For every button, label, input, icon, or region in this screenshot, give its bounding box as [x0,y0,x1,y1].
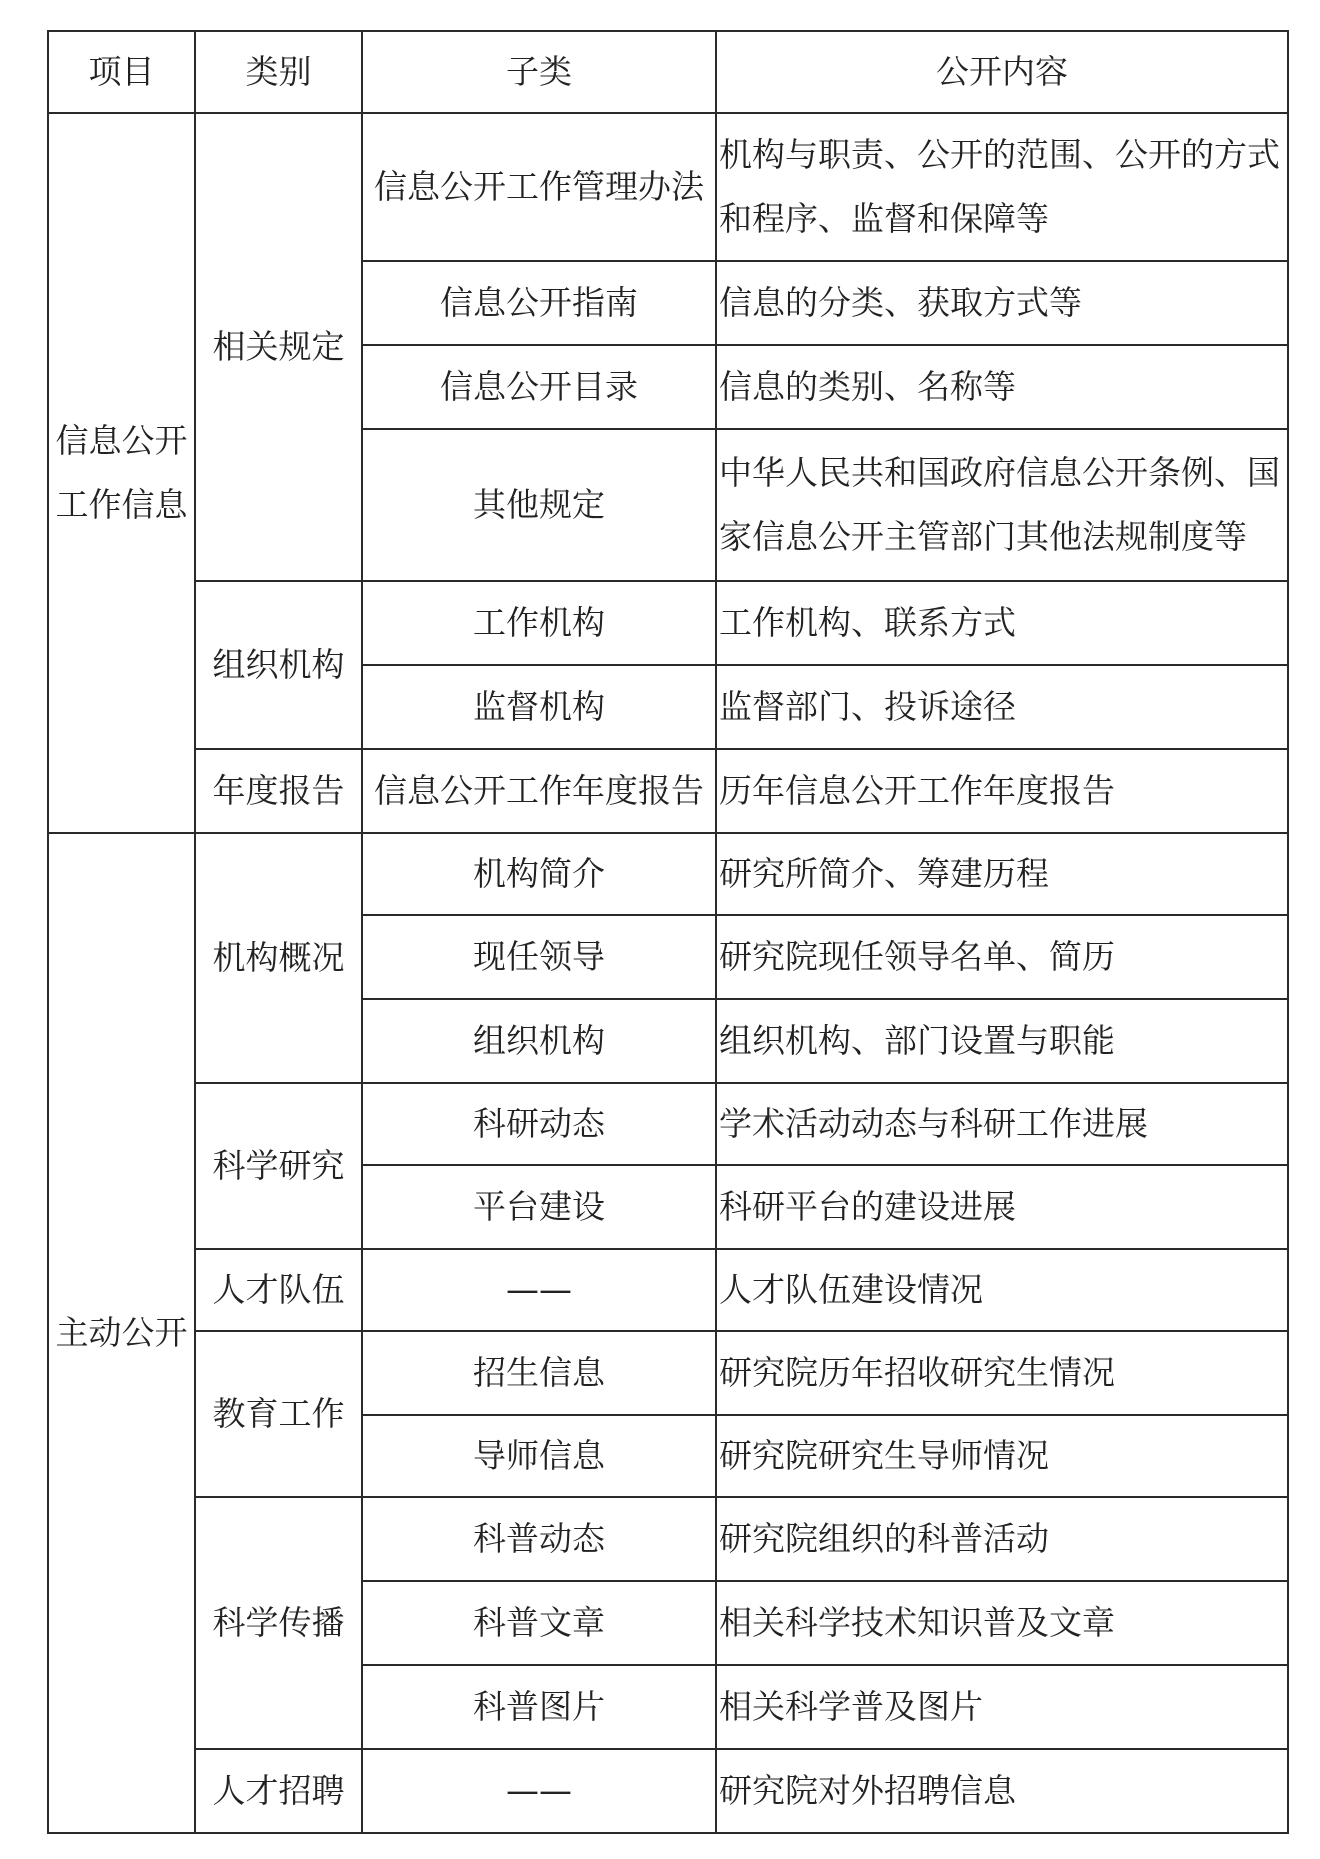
content-cell: 科研平台的建设进展 [716,1165,1288,1249]
table-row [48,1497,1288,1581]
subcategory-cell: 科普文章 [362,1581,716,1665]
category-cell: 组织机构 [195,581,362,749]
content-cell: 人才队伍建设情况 [716,1249,1288,1331]
content-cell: 信息的分类、获取方式等 [716,261,1288,345]
table-row [48,1083,1288,1165]
category-cell: 人才队伍 [195,1249,362,1331]
content-cell: 相关科学普及图片 [716,1665,1288,1749]
header-subcategory: 子类 [362,31,716,113]
subcategory-cell: —— [362,1749,716,1833]
subcategory-cell: 科普动态 [362,1497,716,1581]
header-content: 公开内容 [716,31,1288,113]
item-cell: 主动公开 [48,833,195,1833]
content-cell: 机构与职责、公开的范围、公开的方式和程序、监督和保障等 [716,113,1288,261]
table-row [48,1249,1288,1331]
content-cell: 组织机构、部门设置与职能 [716,999,1288,1083]
table-row [48,833,1288,915]
content-cell: 监督部门、投诉途径 [716,665,1288,749]
content-cell: 研究所简介、筹建历程 [716,833,1288,915]
disclosure-table [47,30,1289,1834]
subcategory-cell: 机构简介 [362,833,716,915]
table-row [48,581,1288,665]
item-cell: 信息公开工作信息 [48,113,195,833]
content-cell: 工作机构、联系方式 [716,581,1288,665]
subcategory-cell: 信息公开目录 [362,345,716,429]
subcategory-cell: —— [362,1249,716,1331]
subcategory-cell: 工作机构 [362,581,716,665]
content-cell: 研究院研究生导师情况 [716,1415,1288,1497]
subcategory-cell: 其他规定 [362,429,716,581]
category-cell: 教育工作 [195,1331,362,1497]
table-row [48,749,1288,833]
category-cell: 科学传播 [195,1497,362,1749]
header-item: 项目 [48,31,195,113]
subcategory-cell: 信息公开指南 [362,261,716,345]
category-cell: 人才招聘 [195,1749,362,1833]
content-cell: 研究院历年招收研究生情况 [716,1331,1288,1415]
category-cell: 机构概况 [195,833,362,1083]
subcategory-cell: 科普图片 [362,1665,716,1749]
category-cell: 年度报告 [195,749,362,833]
content-cell: 相关科学技术知识普及文章 [716,1581,1288,1665]
subcategory-cell: 监督机构 [362,665,716,749]
subcategory-cell: 导师信息 [362,1415,716,1497]
category-cell: 相关规定 [195,113,362,581]
content-cell: 学术活动动态与科研工作进展 [716,1083,1288,1165]
table-row [48,1749,1288,1833]
content-cell: 中华人民共和国政府信息公开条例、国家信息公开主管部门其他法规制度等 [716,429,1288,581]
table-row [48,113,1288,261]
content-cell: 历年信息公开工作年度报告 [716,749,1288,833]
content-cell: 研究院组织的科普活动 [716,1497,1288,1581]
table-row [48,1331,1288,1415]
subcategory-cell: 平台建设 [362,1165,716,1249]
content-cell: 研究院现任领导名单、简历 [716,915,1288,999]
header-category: 类别 [195,31,362,113]
subcategory-cell: 信息公开工作管理办法 [362,113,716,261]
subcategory-cell: 招生信息 [362,1331,716,1415]
subcategory-cell: 组织机构 [362,999,716,1083]
category-cell: 科学研究 [195,1083,362,1249]
subcategory-cell: 现任领导 [362,915,716,999]
header-row [48,31,1288,113]
content-cell: 研究院对外招聘信息 [716,1749,1288,1833]
content-cell: 信息的类别、名称等 [716,345,1288,429]
subcategory-cell: 信息公开工作年度报告 [362,749,716,833]
subcategory-cell: 科研动态 [362,1083,716,1165]
